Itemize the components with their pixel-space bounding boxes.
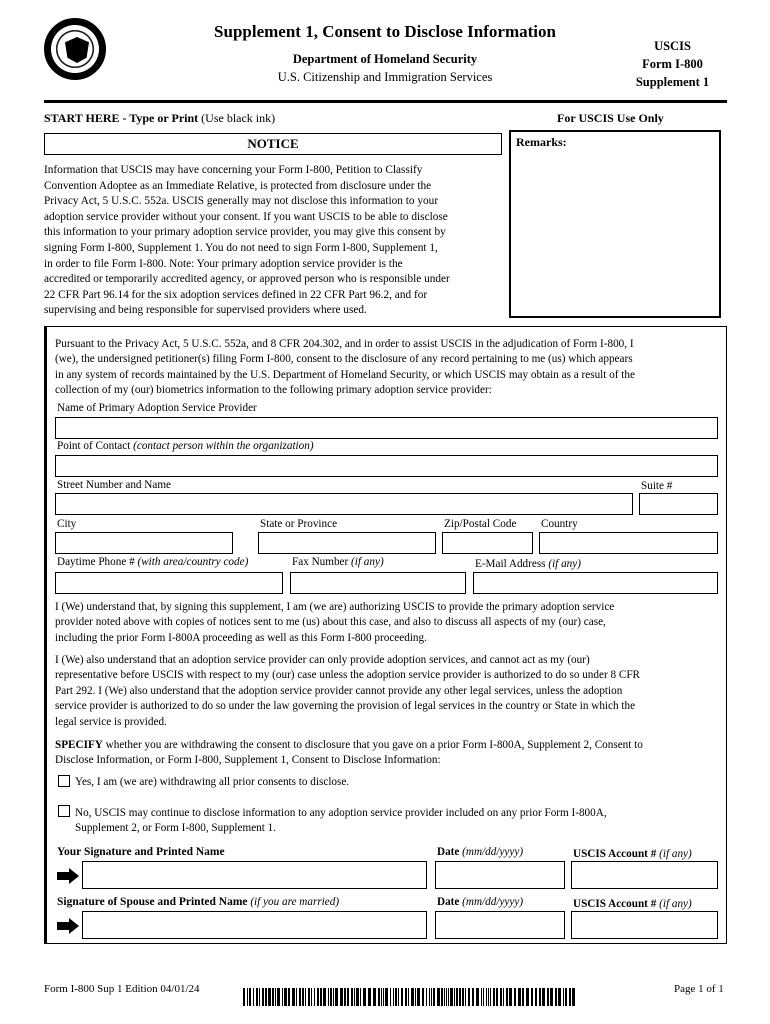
spouse-date-field[interactable] xyxy=(435,911,565,939)
city-label: City xyxy=(57,518,77,530)
fax-field[interactable] xyxy=(290,572,466,594)
email-field[interactable] xyxy=(473,572,718,594)
withdraw-no-label: No, USCIS may continue to disclose information to any adoption service provider included on any prior Form I-800A, Supplement 2, or Form I-800, Supplement 1. xyxy=(75,807,607,835)
notice-heading: NOTICE xyxy=(44,133,502,155)
page-title: Supplement 1, Consent to Disclose Information xyxy=(214,22,556,41)
department-name: Department of Homeland Security xyxy=(292,52,478,66)
fax-label: Fax Number (if any) xyxy=(292,556,384,568)
provider-name-label: Name of Primary Adoption Service Provider xyxy=(57,402,257,414)
applicant-date-label: Date (mm/dd/yyyy) xyxy=(437,846,524,858)
uscis-use-only-label: For USCIS Use Only xyxy=(557,111,664,125)
spouse-signature-field[interactable] xyxy=(82,911,427,939)
form-identifier: USCIS Form I-800 Supplement 1 xyxy=(635,39,710,89)
consent-statement: Pursuant to the Privacy Act, 5 U.S.C. 552a, and 8 CFR 204.302, and in order to assist USCIS in the adjudication of Form I-800, I (we), the undersigned petitioner(s) filing Form I-800, consent to the disclosure of any record pertaining to me (us) which appears in any system of records maintained by the U.S. Department of Homeland Security, or which USCIS may obtain as a result of the collection of my (our) biometrics information to the following primary adoption service provider: xyxy=(55,338,635,397)
withdraw-yes-label: Yes, I am (we are) withdrawing all prior consents to disclose. xyxy=(75,776,350,788)
phone-field[interactable] xyxy=(55,572,283,594)
sign-here-arrow-icon xyxy=(57,868,79,884)
authorization-statement: I (We) understand that, by signing this supplement, I am (we are) authorizing USCIS to provide the primary adoption service provider noted above with copies of notices sent to me (us) about this case, and also to discuss all aspects of my (our) case, including the prior Form I-800A proceeding as well as this Form I-800 proceeding. xyxy=(55,601,615,644)
remarks-box[interactable] xyxy=(509,130,721,318)
street-field[interactable] xyxy=(55,493,633,515)
applicant-account-field[interactable] xyxy=(571,861,718,889)
footer-edition: Form I-800 Sup 1 Edition 04/01/24 xyxy=(44,983,200,995)
start-here-instruction: START HERE - Type or Print (Use black ink) xyxy=(44,111,276,125)
suite-label: Suite # xyxy=(641,480,673,492)
phone-label: Daytime Phone # (with area/country code) xyxy=(57,556,249,568)
page-number: Page 1 of 1 xyxy=(674,983,724,995)
agency-name: U.S. Citizenship and Immigration Services xyxy=(277,70,493,84)
zip-label: Zip/Postal Code xyxy=(444,518,517,530)
point-of-contact-field[interactable] xyxy=(55,455,718,477)
spouse-account-field[interactable] xyxy=(571,911,718,939)
spouse-signature-label: Signature of Spouse and Printed Name (if you are married) xyxy=(57,896,340,908)
state-label: State or Province xyxy=(260,518,338,530)
applicant-signature-label: Your Signature and Printed Name xyxy=(57,846,225,858)
dhs-seal-logo xyxy=(44,18,106,80)
sign-here-arrow-icon xyxy=(57,918,79,934)
specify-instruction: SPECIFY whether you are withdrawing the consent to disclosure that you gave on a prior Form I-800A, Supplement 2, Consent to Disclose Information, or Form I-800, Supplement 1, Consent to Disclose Information: xyxy=(55,739,643,767)
remarks-label: Remarks: xyxy=(516,135,567,149)
country-field[interactable] xyxy=(539,532,718,554)
point-of-contact-label: Point of Contact (contact person within the organization) xyxy=(57,440,314,452)
spouse-account-label: USCIS Account # (if any) xyxy=(573,898,692,910)
country-label: Country xyxy=(541,518,578,530)
provider-name-field[interactable] xyxy=(55,417,718,439)
city-field[interactable] xyxy=(55,532,233,554)
limitation-statement: I (We) also understand that an adoption service provider can only provide adoption services, and cannot act as my (our) representative before USCIS with respect to my (our) case unless the adoption service provider is authorized to do so under 8 CFR Part 292. I (We) also understand that the adoption service provider cannot provide any other legal services, unless the adoption service provider is authorized to do so under the law governing the provision of legal services in the country or State in which the legal service is provided. xyxy=(55,654,641,728)
street-label: Street Number and Name xyxy=(57,479,172,491)
state-field[interactable] xyxy=(258,532,436,554)
withdraw-yes-checkbox[interactable] xyxy=(58,775,70,787)
zip-field[interactable] xyxy=(442,532,533,554)
notice-text: Information that USCIS may have concerning your Form I-800, Petition to Classify Convention Adoptee as an Immediate Relative, is protected from disclosure under the Privacy Act, 5 U.S.C. 552a. USCIS generally may not disclose this information to your adoption service provider without your consent. If you want USCIS to be able to disclose this information to your primary adoption service provider, you may give this consent by signing Form I-800, Supplement 1. You do not need to sign Form I-800, Supplement 1, in order to file Form I-800. Note: Your primary adoption service provider is the accredited or temporarily accredited agency, or approved person who is responsible under 22 CFR Part 96.14 for the six adoption services defined in 22 CFR Part 96.2, and for supervising and being responsible for supervised providers where used. xyxy=(44,164,450,317)
applicant-account-label: USCIS Account # (if any) xyxy=(573,848,692,860)
suite-field[interactable] xyxy=(639,493,718,515)
header-divider xyxy=(44,100,727,103)
email-label: E-Mail Address (if any) xyxy=(475,558,581,570)
applicant-signature-field[interactable] xyxy=(82,861,427,889)
applicant-date-field[interactable] xyxy=(435,861,565,889)
barcode xyxy=(243,988,578,1006)
withdraw-no-checkbox[interactable] xyxy=(58,805,70,817)
spouse-date-label: Date (mm/dd/yyyy) xyxy=(437,896,524,908)
